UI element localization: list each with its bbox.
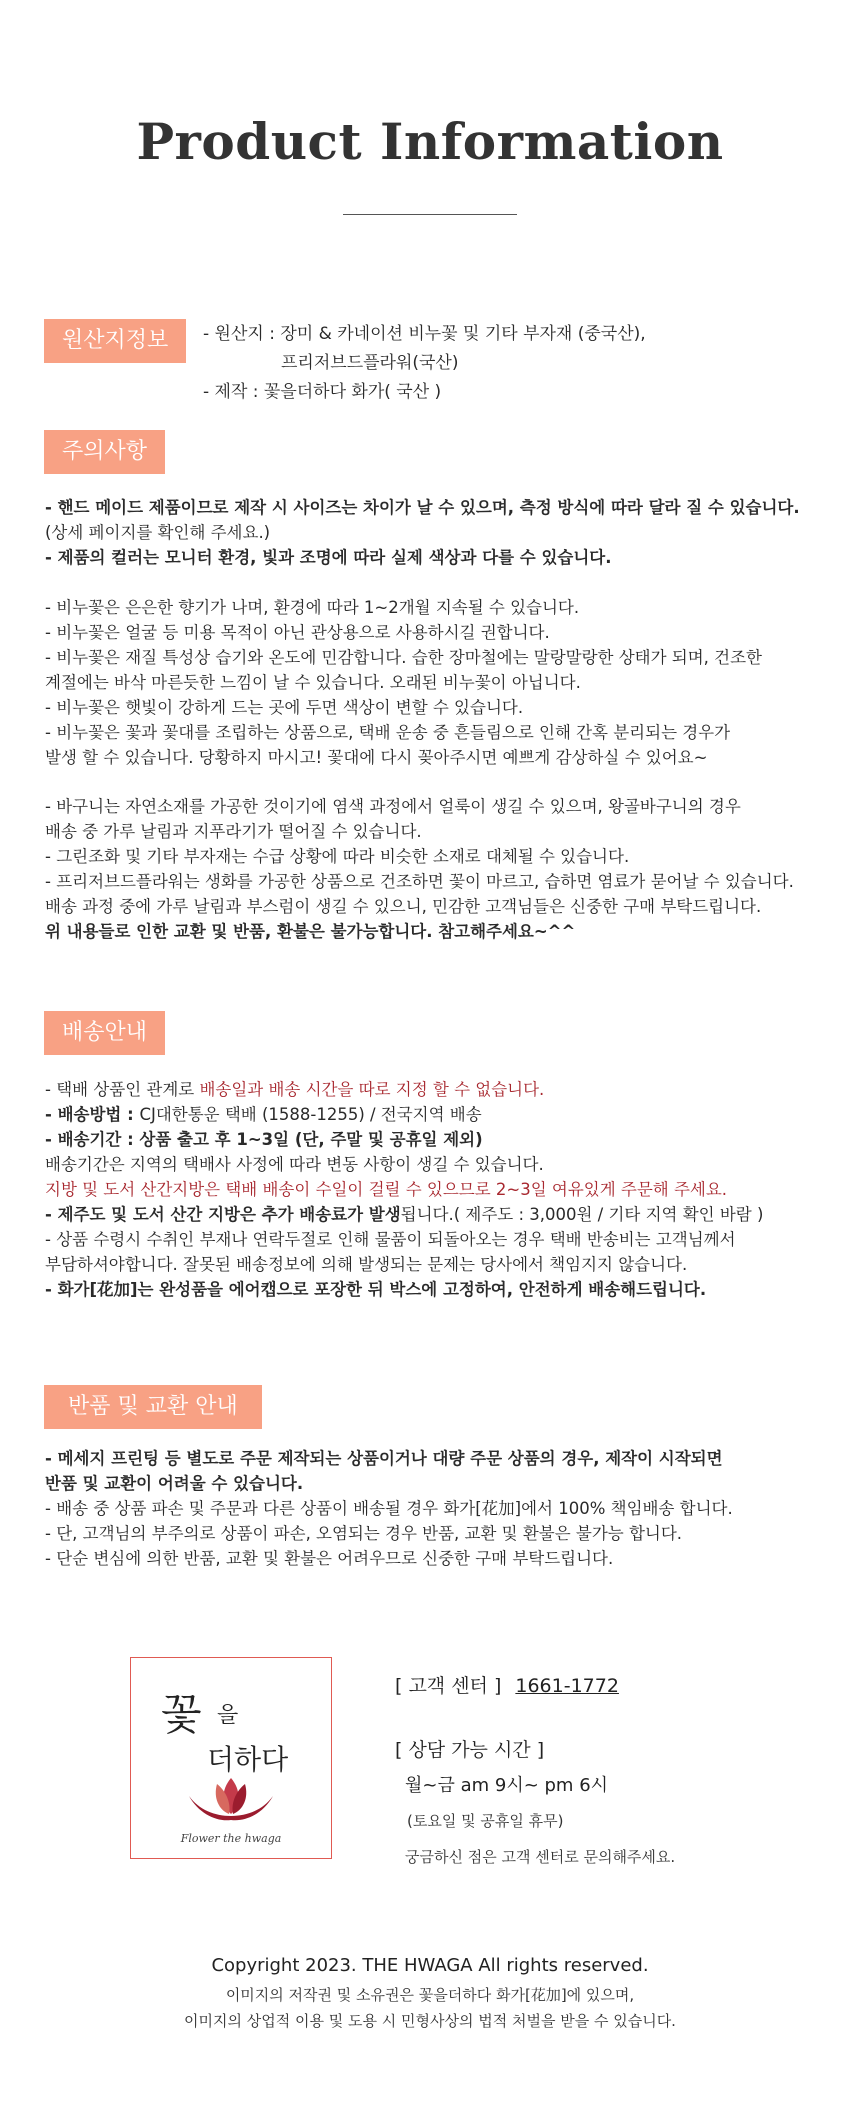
caution-line: (상세 페이지를 확인해 주세요.) xyxy=(45,523,271,542)
brand-logo xyxy=(130,1657,332,1859)
logo-text-small: 을 xyxy=(217,1703,239,1728)
shipping-line: - 배송기간 : 상품 출고 후 1~3일 (단, 주말 및 공휴일 제외) xyxy=(45,1130,483,1149)
origin-info xyxy=(203,320,646,407)
caution-line: - 비누꽃은 재질 특성상 습기와 온도에 민감합니다. 습한 장마철에는 말랑말랑한 상태가 되며, 건조한 xyxy=(45,648,762,667)
origin-line: - 원산지 : 장미 & 카네이션 비누꽃 및 기타 부자재 (중국산), xyxy=(203,324,646,344)
logo-text-big: 꽃 xyxy=(161,1690,202,1739)
lotus-icon xyxy=(183,1770,279,1826)
caution-line: - 프리저브드플라워는 생화를 가공한 상품으로 건조하면 꽃이 마르고, 습하면 염료가 묻어날 수 있습니다. xyxy=(45,872,794,891)
caution-line: - 비누꽃은 은은한 향기가 나며, 환경에 따라 1~2개월 지속될 수 있습니다. xyxy=(45,598,580,617)
cs-phone[interactable]: 1661-1772 xyxy=(515,1675,619,1697)
caution-line: 위 내용들로 인한 교환 및 반품, 환불은 불가능합니다. 참고해주세요~^^ xyxy=(45,922,576,941)
return-line: - 단, 고객님의 부주의로 상품이 파손, 오염되는 경우 반품, 교환 및 환불은 불가능 합니다. xyxy=(45,1524,683,1543)
shipping-line: - 화가[花加]는 완성품을 에어캡으로 포장한 뒤 박스에 고정하여, 안전하게 배송해드립니다. xyxy=(45,1280,707,1299)
caution-line: - 바구니는 자연소재를 가공한 것이기에 염색 과정에서 얼룩이 생길 수 있으며, 왕골바구니의 경우 xyxy=(45,797,741,816)
shipping-line xyxy=(45,1202,763,1227)
shipping-line: - 상품 수령시 수취인 부재나 연락두절로 인해 물품이 되돌아오는 경우 택배 반송비는 고객님께서 xyxy=(45,1230,736,1249)
shipping-label: - 제주도 및 도서 산간 지방은 추가 배송료가 발생 xyxy=(45,1205,401,1224)
return-line: - 배송 중 상품 파손 및 주문과 다른 상품이 배송될 경우 화가[花加]에서 100% 책임배송 합니다. xyxy=(45,1499,733,1518)
caution-line: 배송 과정 중에 가루 날림과 부스럼이 생길 수 있으니, 민감한 고객님들은 신중한 구매 부탁드립니다. xyxy=(45,897,762,916)
caution-line: - 그린조화 및 기타 부자재는 수급 상황에 따라 비슷한 소재로 대체될 수 있습니다. xyxy=(45,847,630,866)
shipping-line xyxy=(45,1102,763,1127)
return-tag: 반품 및 교환 안내 xyxy=(44,1385,262,1429)
caution-line: - 핸드 메이드 제품이므로 제작 시 사이즈는 차이가 날 수 있으며, 측정 방식에 따라 달라 질 수 있습니다. xyxy=(45,498,800,517)
shipping-line xyxy=(45,1077,763,1102)
cs-hours: 월~금 am 9시~ pm 6시 xyxy=(405,1775,609,1796)
caution-tag: 주의사항 xyxy=(44,430,165,474)
return-text xyxy=(45,1446,733,1571)
title-divider xyxy=(343,214,517,215)
caution-line: - 비누꽃은 얼굴 등 미용 목적이 아닌 관상용으로 사용하시길 권합니다. xyxy=(45,623,550,642)
shipping-text-segment: CJ대한통운 택배 (1588-1255) / 전국지역 배송 xyxy=(139,1105,482,1124)
caution-line: - 비누꽃은 꽃과 꽃대를 조립하는 상품으로, 택배 운송 중 흔들림으로 인해 간혹 분리되는 경우가 xyxy=(45,723,731,742)
page-title: Product Information xyxy=(136,112,724,171)
logo-subtitle: Flower the hwaga xyxy=(180,1832,282,1845)
caution-line: 배송 중 가루 날림과 지푸라기가 떨어질 수 있습니다. xyxy=(45,822,422,841)
shipping-tag: 배송안내 xyxy=(44,1011,165,1055)
origin-line: - 제작 : 꽃을더하다 화가( 국산 ) xyxy=(203,382,442,402)
origin-line: 프리저브드플라워(국산) xyxy=(281,353,459,373)
shipping-line: 지방 및 도서 산간지방은 택배 배송이 수일이 걸릴 수 있으므로 2~3일 여유있게 주문해 주세요. xyxy=(45,1180,728,1199)
shipping-text-segment: - 택배 상품인 관계로 xyxy=(45,1080,200,1099)
cs-label: [ 고객 센터 ] xyxy=(395,1675,502,1697)
return-line: 반품 및 교환이 어려울 수 있습니다. xyxy=(45,1474,304,1493)
caution-line: 발생 할 수 있습니다. 당황하지 마시고! 꽃대에 다시 꽂아주시면 예쁘게 감상하실 수 있어요~ xyxy=(45,748,708,767)
material-notes xyxy=(45,794,794,944)
shipping-line: 배송기간은 지역의 택배사 사정에 따라 변동 사항이 생길 수 있습니다. xyxy=(45,1155,544,1174)
shipping-text-segment: 됩니다.( 제주도 : 3,000원 / 기타 지역 확인 바람 ) xyxy=(400,1205,764,1224)
caution-text xyxy=(45,495,800,570)
caution-line: - 제품의 컬러는 모니터 환경, 빛과 조명에 따라 실제 색상과 다를 수 있습니다. xyxy=(45,548,612,567)
shipping-highlight: 배송일과 배송 시간을 따로 지정 할 수 없습니다. xyxy=(199,1080,545,1099)
customer-center xyxy=(395,1671,619,1698)
shipping-text xyxy=(45,1077,763,1302)
logo-text-sub: 더하다 xyxy=(207,1743,289,1776)
caution-line: 계절에는 바삭 마른듯한 느낌이 날 수 있습니다. 오래된 비누꽃이 아닙니다. xyxy=(45,673,581,692)
return-line: - 단순 변심에 의한 반품, 교환 및 환불은 어려우므로 신중한 구매 부탁드립니다. xyxy=(45,1549,614,1568)
footer-notice: 이미지의 상업적 이용 및 도용 시 민형사상의 법적 처벌을 받을 수 있습니다. xyxy=(184,2012,676,2030)
shipping-line: 부담하셔야합니다. 잘못된 배송정보에 의해 발생되는 문제는 당사에서 책임지지 않습니다. xyxy=(45,1255,688,1274)
shipping-label: - 배송방법 : xyxy=(45,1105,140,1124)
caution-line: - 비누꽃은 햇빛이 강하게 드는 곳에 두면 색상이 변할 수 있습니다. xyxy=(45,698,524,717)
soap-flower-notes xyxy=(45,595,762,770)
origin-tag: 원산지정보 xyxy=(44,319,186,363)
return-line: - 메세지 프린팅 등 별도로 주문 제작되는 상품이거나 대량 주문 상품의 경우, 제작이 시작되면 xyxy=(45,1449,723,1468)
cs-note: 궁금하신 점은 고객 센터로 문의해주세요. xyxy=(405,1848,676,1866)
footer-copyright: Copyright 2023. THE HWAGA All rights reserved. xyxy=(211,1955,649,1976)
footer-notice: 이미지의 저작권 및 소유권은 꽃을더하다 화가[花加]에 있으며, xyxy=(225,1986,635,2004)
cs-holiday: (토요일 및 공휴일 휴무) xyxy=(407,1812,564,1830)
cs-hours-label: [ 상담 가능 시간 ] xyxy=(395,1739,545,1761)
